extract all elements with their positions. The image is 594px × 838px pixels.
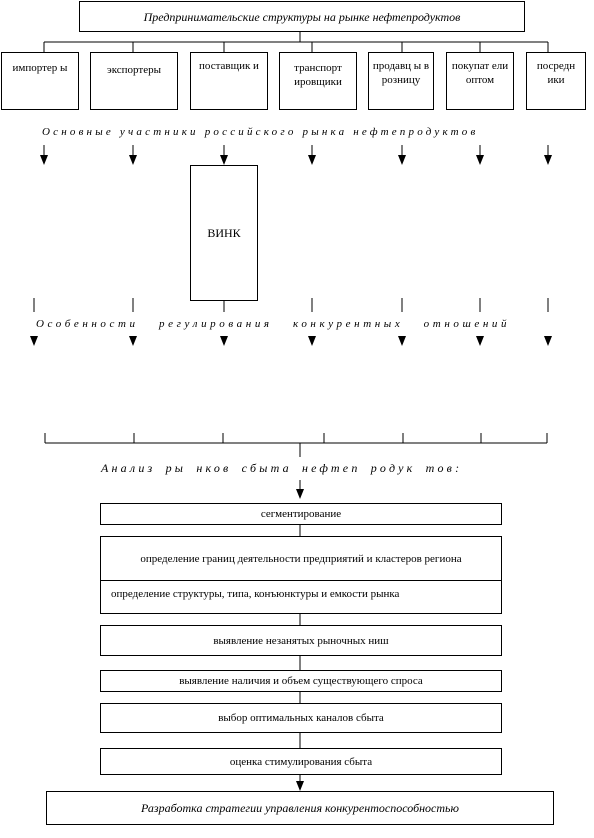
participant-wholesale-buyers — [446, 52, 514, 110]
final-text: Разработка стратегии управления конкурентоспособностью — [141, 801, 459, 815]
step-label: выбор оптимальных каналов сбыта — [218, 712, 384, 724]
vink-label: ВИНК — [207, 226, 241, 240]
participant-suppliers — [190, 52, 268, 110]
step-label: оценка стимулирования сбыта — [229, 755, 373, 768]
caption-analysis-text: Анализ ры нков сбыта нефтеп родук тов: — [101, 461, 463, 475]
participant-exporters — [90, 52, 178, 110]
participant-transporters — [279, 52, 357, 110]
final-box — [46, 791, 554, 825]
vink-box — [190, 165, 258, 301]
step-label: определение границ деятельности предприятий и кластеров региона — [140, 552, 462, 565]
caption-participants — [42, 126, 478, 138]
participant-label: продавц ы в розницу — [372, 60, 430, 86]
caption-analysis — [101, 461, 462, 476]
caption-features — [36, 318, 510, 330]
participant-label: транспорт ировщики — [294, 62, 342, 88]
step-demand — [100, 670, 502, 692]
step-niches — [100, 625, 502, 656]
participant-retailers — [368, 52, 434, 110]
step-label: выявление незанятых рыночных ниш — [213, 634, 389, 647]
step-channels — [100, 703, 502, 733]
participant-intermediaries — [526, 52, 586, 110]
caption-features-text: Особенности регулирования конкурентных отношений — [36, 318, 511, 330]
step-boundaries — [100, 536, 502, 581]
step-structure — [100, 580, 502, 614]
step-segmentation — [100, 503, 502, 525]
participant-label: поставщик и — [199, 60, 259, 72]
title-text: Предпринимательские структуры на рынке нефтепродуктов — [143, 9, 461, 24]
participant-label: экспортеры — [107, 64, 161, 76]
participant-label: импортер ы — [12, 62, 68, 74]
participant-label: покупат ели оптом — [451, 60, 509, 86]
title-box — [79, 1, 525, 32]
participant-label: посредн ики — [536, 60, 576, 86]
step-stimulation — [100, 748, 502, 775]
participant-importers — [1, 52, 79, 110]
step-label: определение структуры, типа, конъюнктуры и емкости рынка — [111, 588, 400, 600]
step-label: сегментирование — [260, 508, 342, 520]
step-label: выявление наличия и объем существующего спроса — [179, 675, 423, 687]
caption-participants-text: Основные участники российского рынка нефтепродуктов — [42, 126, 479, 138]
